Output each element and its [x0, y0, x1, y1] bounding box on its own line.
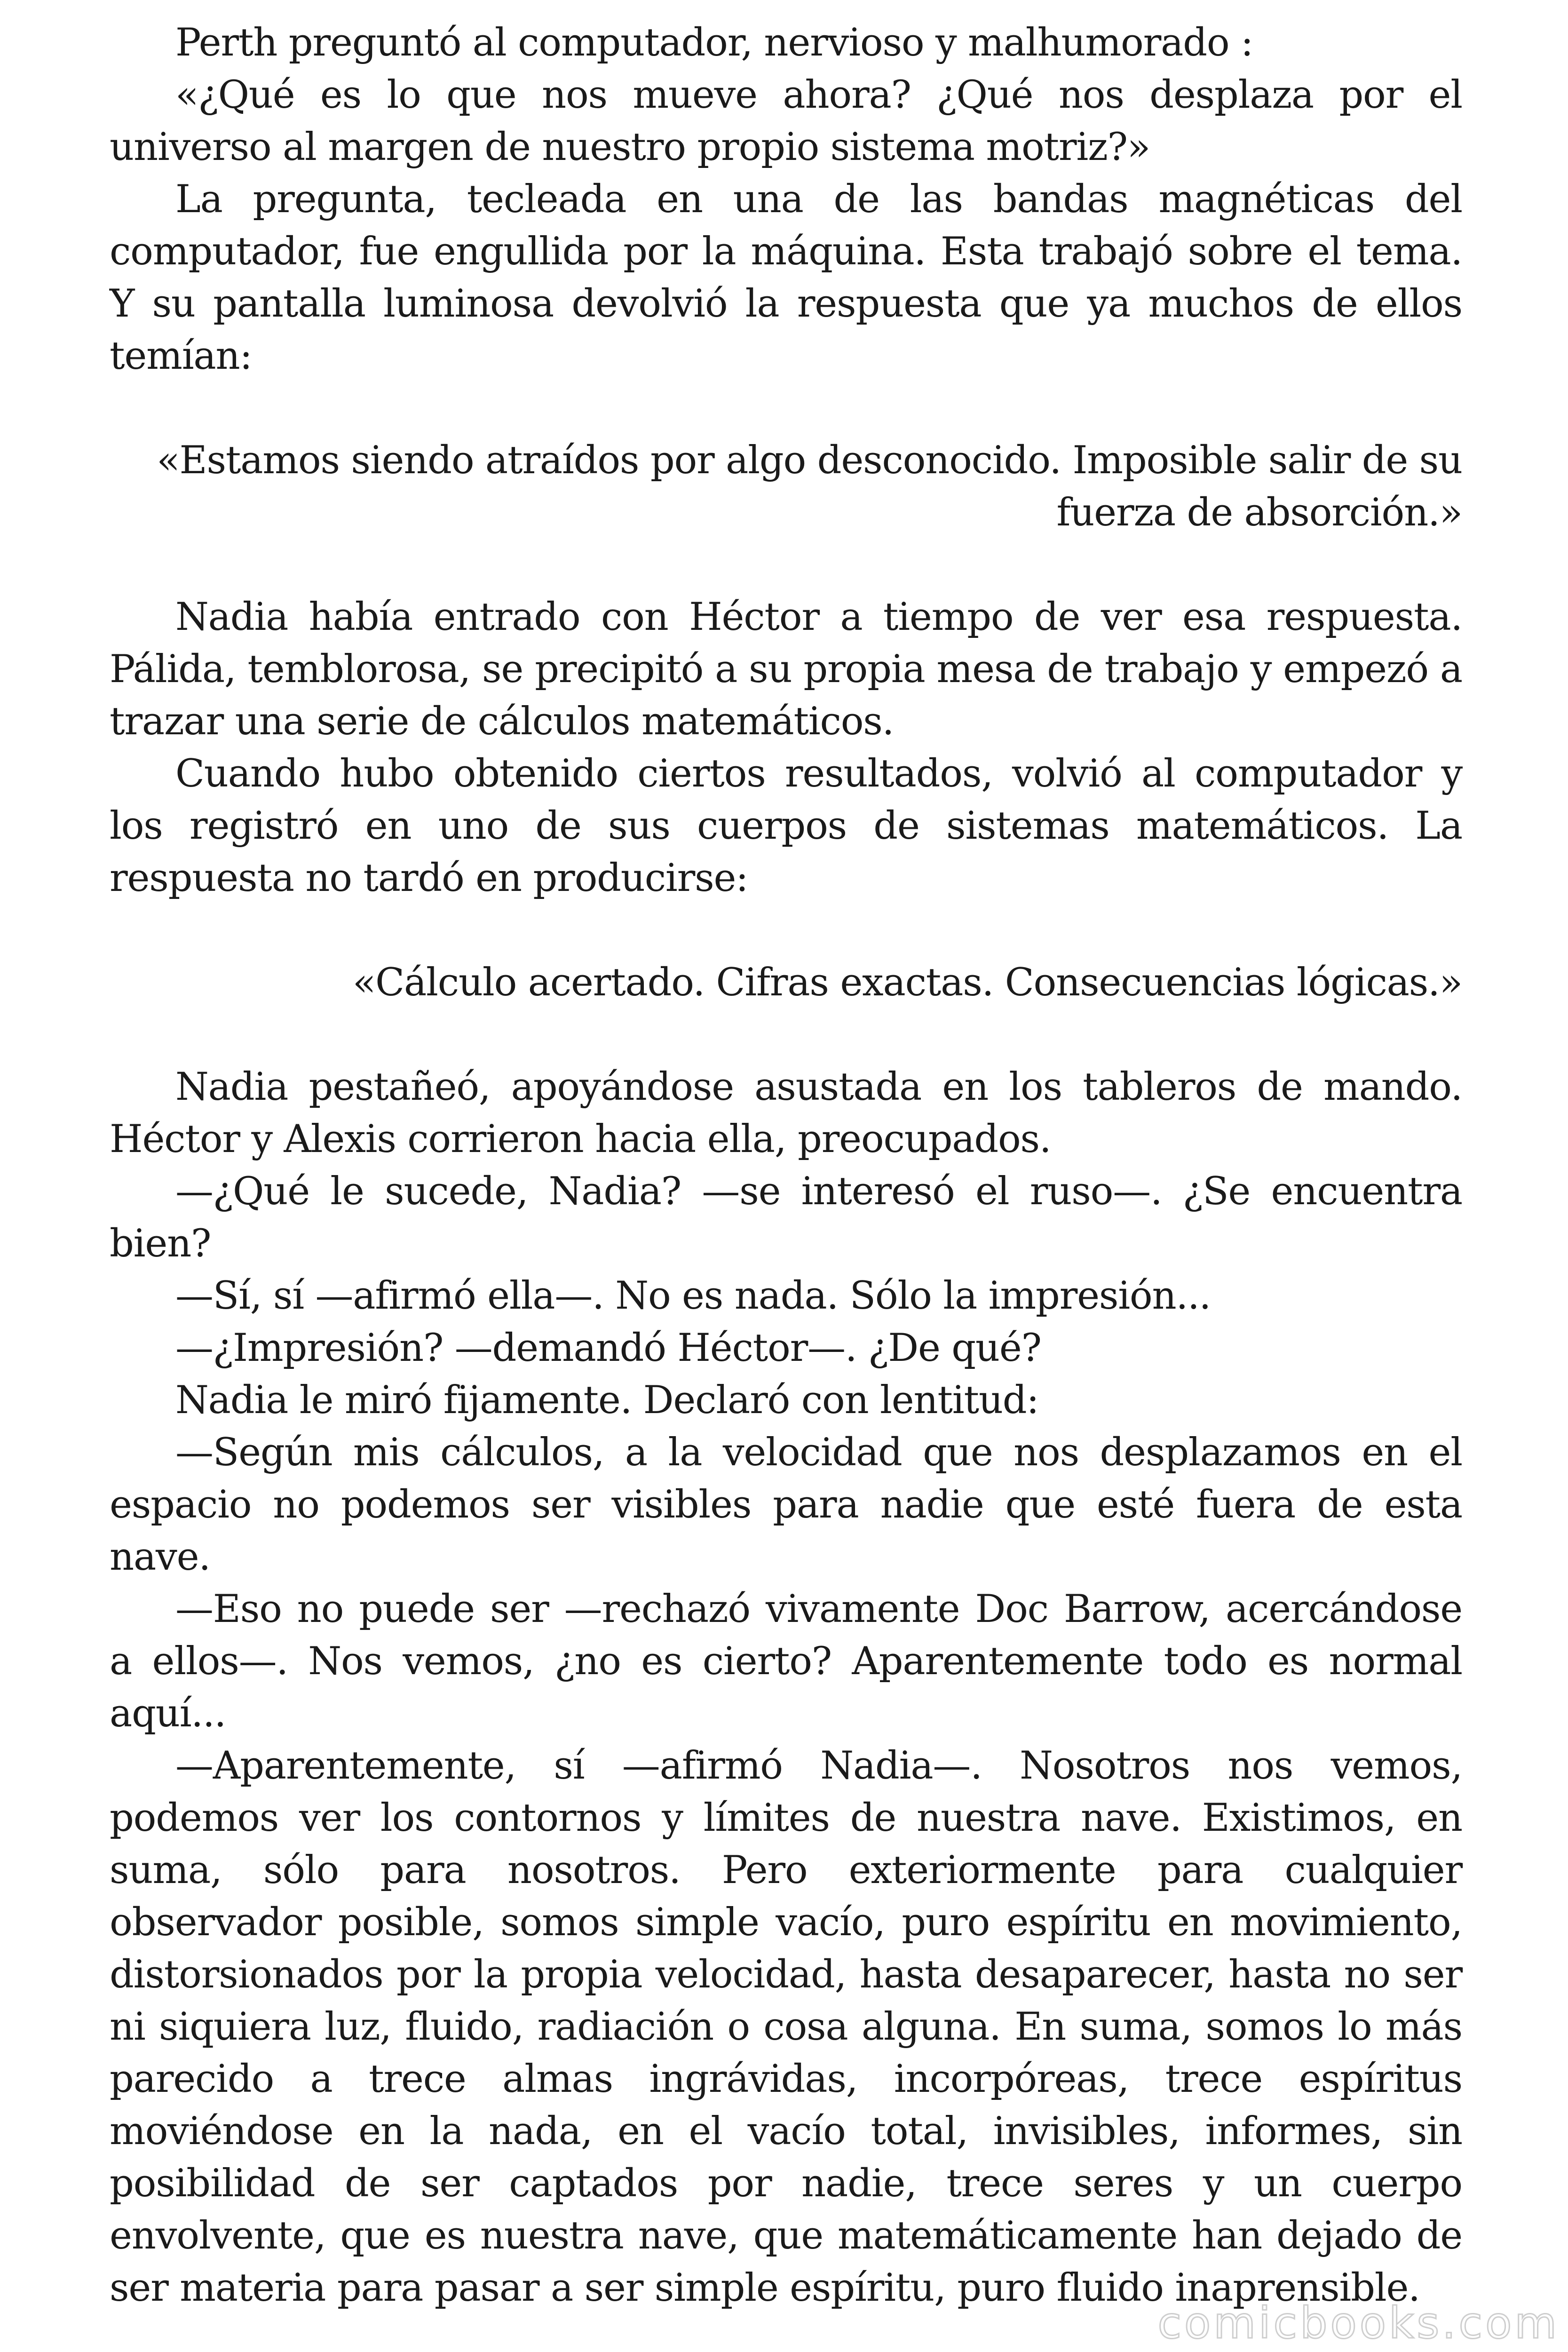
paragraph: Nadia había entrado con Héctor a tiempo de ver esa respuesta. Pálida, temblorosa, se precipitó a su propia mesa de trabajo y empezó a trazar una serie de cálculos matemáticos. [110, 595, 1462, 744]
spacer [110, 1009, 1462, 1061]
paragraph: —Sí, sí —afirmó ella—. No es nada. Sólo la impresión... [175, 1274, 1211, 1318]
paragraph: «¿Qué es lo que nos mueve ahora? ¿Qué nos desplaza por el universo al margen de nuestro propio sistema motriz?» [110, 73, 1462, 169]
spacer [110, 905, 1462, 957]
paragraph: La pregunta, tecleada en una de las bandas magnéticas del computador, fue engullida por la máquina. Esta trabajó sobre el tema. Y su pantalla luminosa devolvió la respuesta que ya muchos de ellos temían: [110, 177, 1462, 378]
computer-response-quote: «Cálculo acertado. Cifras exactas. Consecuencias lógicas.» [352, 961, 1462, 1005]
computer-response-quote: «Estamos siendo atraídos por algo desconocido. Imposible salir de su fuerza de absorción.» [157, 438, 1462, 535]
paragraph: Nadia pestañeó, apoyándose asustada en los tableros de mando. Héctor y Alexis corrieron hacia ella, preocupados. [110, 1065, 1462, 1161]
paragraph: —Según mis cálculos, a la velocidad que nos desplazamos en el espacio no podemos ser visibles para nadie que esté fuera de esta nave. [110, 1430, 1462, 1579]
watermark: comicbooks.com [1157, 2298, 1560, 2348]
paragraph: —¿Impresión? —demandó Héctor—. ¿De qué? [175, 1326, 1041, 1370]
paragraph: Nadia le miró fijamente. Declaró con lentitud: [175, 1378, 1039, 1422]
spacer [110, 539, 1462, 591]
spacer [110, 382, 1462, 435]
paragraph: —¿Qué le sucede, Nadia? —se interesó el ruso—. ¿Se encuentra bien? [110, 1169, 1462, 1266]
paragraph: Cuando hubo obtenido ciertos resultados, volvió al computador y los registró en uno de sus cuerpos de sistemas matemáticos. La respuesta no tardó en producirse: [110, 752, 1462, 900]
paragraph: —Aparentemente, sí —afirmó Nadia—. Nosotros nos vemos, podemos ver los contornos y límites de nuestra nave. Existimos, en suma, sólo para nosotros. Pero exteriormente para cualquier observador posible, somos simple vacío, puro espíritu en movimiento, distorsionados por la propia velocidad, hasta desaparecer, hasta no ser ni siquiera luz, fluido, radiación o cosa alguna. En suma, somos lo más parecido a trece almas ingrávidas, incorpóreas, trece espíritus moviéndose en la nada, en el vacío total, invisibles, informes, sin posibilidad de ser captados por nadie, trece seres y un cuerpo envolvente, que es nuestra nave, que matemáticamente han dejado de ser materia para pasar a ser simple espíritu, puro fluido inaprensible. [110, 1744, 1462, 2310]
book-page [110, 17, 1462, 2314]
paragraph: —Eso no puede ser —rechazó vivamente Doc Barrow, acercándose a ellos—. Nos vemos, ¿no es cierto? Aparentemente todo es normal aquí... [110, 1587, 1462, 1736]
paragraph: Perth preguntó al computador, nervioso y malhumorado : [175, 21, 1253, 65]
